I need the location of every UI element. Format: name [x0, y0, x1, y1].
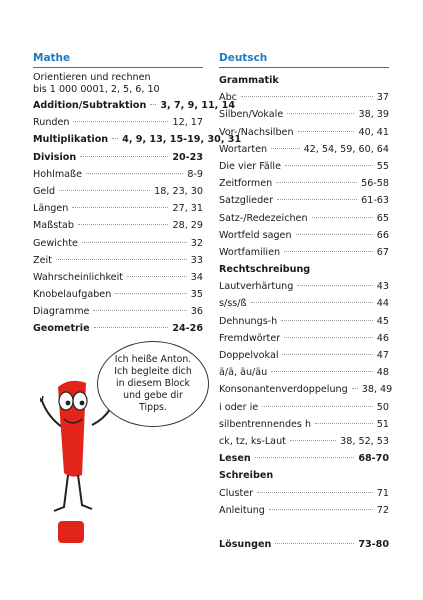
toc-entry-pages: 12, 17: [172, 117, 203, 129]
toc-entry[interactable]: [219, 227, 389, 244]
toc-entry[interactable]: [219, 485, 389, 502]
leader-dots: [284, 337, 373, 338]
toc-entry-pages: 44: [376, 298, 389, 310]
toc-entry-pages: 72: [376, 504, 389, 516]
toc-entry[interactable]: [219, 244, 389, 261]
toc-entry-label: Fremdwörter: [219, 332, 281, 344]
leader-dots: [298, 131, 355, 132]
leader-dots: [312, 217, 373, 218]
grammatik-entry-list: [219, 89, 389, 261]
speech-bubble-text: Ich heiße Anton. Ich begleite dich in diesem Block und gebe dir Tipps.: [114, 354, 192, 413]
toc-entry[interactable]: [219, 278, 389, 295]
leader-dots: [72, 207, 168, 208]
toc-entry[interactable]: [219, 433, 389, 450]
toc-entry[interactable]: [219, 502, 389, 519]
toc-entry-pages: 34: [190, 271, 203, 283]
toc-entry-pages: 47: [376, 350, 389, 361]
toc-entry-orientieren[interactable]: [33, 72, 203, 96]
toc-entry-pages: 42, 54, 59, 60, 64: [303, 143, 389, 155]
toc-entry-label: Lösungen: [219, 539, 272, 551]
toc-entry[interactable]: [219, 313, 389, 330]
toc-entry-label: Runden: [33, 117, 70, 129]
toc-entry-pages: 38, 52, 53: [340, 435, 389, 447]
toc-entry-pages: 67: [376, 246, 389, 258]
toc-entry[interactable]: [33, 166, 203, 183]
toc-entry-pages: 46: [376, 332, 389, 344]
leader-dots: [287, 113, 354, 114]
toc-entry-label: Konsonantenverdoppelung: [219, 384, 348, 396]
toc-entry-label: s/ss/ß: [219, 298, 247, 310]
leader-dots: [271, 148, 299, 149]
toc-entry-pages: 20-23: [172, 151, 203, 163]
toc-entry[interactable]: [219, 399, 389, 416]
toc-entry-label: Multiplikation: [33, 134, 109, 146]
toc-entry-label: Lautverhärtung: [219, 281, 294, 293]
toc-entry[interactable]: [219, 192, 389, 209]
toc-entry[interactable]: [219, 158, 389, 175]
toc-entry[interactable]: [33, 286, 203, 303]
leader-dots: [281, 320, 373, 321]
toc-entry-label: Lesen: [219, 453, 251, 465]
toc-entry-label: Doppelvokal: [219, 350, 279, 361]
toc-entry-pages: 45: [376, 315, 389, 327]
toc-entry-pages: 56-58: [361, 178, 389, 190]
leader-dots: [127, 276, 187, 277]
toc-entry-label: Abc: [219, 92, 237, 104]
section-heading-rechtschreibung: Rechtschreibung: [219, 264, 311, 276]
leader-dots: [251, 302, 373, 303]
toc-entry[interactable]: [219, 381, 393, 398]
toc-entry-pages: 33: [190, 254, 203, 266]
leader-dots: [93, 310, 186, 311]
toc-entry[interactable]: [219, 175, 389, 192]
toc-entry[interactable]: [219, 364, 389, 381]
leader-dots: [80, 156, 168, 157]
toc-entry-label: Maßstab: [33, 220, 74, 232]
toc-entry-pages: 8-9: [187, 168, 203, 180]
toc-entry[interactable]: [33, 217, 203, 234]
toc-entry[interactable]: [33, 235, 203, 252]
toc-entry-pages: 36: [190, 306, 203, 318]
toc-entry-label: ä/ä, äu/äu: [219, 367, 268, 379]
toc-entry-pages: 55: [376, 160, 389, 172]
leader-dots: [115, 293, 187, 294]
toc-entry-pages: 38, 49: [361, 384, 393, 396]
toc-entry[interactable]: [33, 269, 203, 286]
section-heading-grammatik: Grammatik: [219, 75, 279, 86]
leader-dots: [257, 492, 373, 493]
section-heading-schreiben: Schreiben: [219, 470, 274, 482]
toc-entry[interactable]: [219, 347, 389, 364]
toc-entry-pages: 51: [376, 418, 389, 430]
leader-dots: [271, 371, 373, 372]
leader-dots: [59, 190, 150, 191]
toc-entry-label: Hohlmaße: [33, 168, 82, 180]
toc-entry-label-line2: bis 1 000 000: [33, 84, 99, 95]
toc-entry-pages: 35: [190, 289, 203, 301]
toc-entry[interactable]: [219, 124, 389, 141]
toc-entry-pages: 48: [376, 367, 389, 379]
leader-dots: [352, 388, 358, 389]
toc-entry-label: Diagramme: [33, 306, 90, 318]
toc-entry-pages: 61-63: [361, 195, 389, 207]
toc-entry-pages: 18, 23, 30: [154, 185, 203, 197]
toc-entry[interactable]: [33, 320, 203, 337]
toc-entry-pages: 66: [376, 229, 389, 241]
toc-entry-label: Vor-/Nachsilben: [219, 126, 294, 138]
leader-dots: [269, 509, 373, 510]
toc-entry-pages: 4, 9, 13, 15-19, 30, 31: [122, 134, 242, 146]
toc-entry[interactable]: [219, 330, 389, 347]
toc-entry-label-line1: Orientieren und rechnen: [33, 72, 151, 83]
toc-entry-label: Dehnungs-h: [219, 315, 278, 327]
toc-entry[interactable]: [219, 106, 389, 123]
toc-entry-pages: 73-80: [358, 539, 389, 551]
toc-entry-lesen[interactable]: [219, 450, 389, 467]
toc-entry-loesungen[interactable]: [219, 536, 389, 553]
toc-entry[interactable]: [219, 141, 389, 158]
toc-entry[interactable]: [33, 200, 203, 217]
mathe-title: Mathe: [33, 52, 203, 68]
toc-entry-label: Zeit: [33, 254, 52, 266]
toc-entry-pages: 3, 7, 9, 11, 14: [160, 100, 235, 111]
toc-entry[interactable]: [219, 295, 389, 312]
toc-entry-label: Wortfeld sagen: [219, 229, 292, 241]
leader-dots: [276, 182, 357, 183]
leader-dots: [275, 543, 354, 544]
rechtschreibung-entry-list: [219, 278, 393, 450]
leader-dots: [73, 121, 168, 122]
leader-dots: [56, 259, 187, 260]
toc-entry-label: Anleitung: [219, 504, 265, 516]
toc-entry-pages: 24-26: [172, 323, 203, 335]
toc-entry-label: Wortfamilien: [219, 246, 281, 258]
toc-entry-pages: 28, 29: [172, 220, 203, 232]
toc-entry-pages: 32: [190, 237, 203, 249]
toc-entry-label: Geometrie: [33, 323, 90, 335]
toc-entry-label: Längen: [33, 203, 69, 215]
toc-entry-pages: 50: [376, 401, 389, 413]
leader-dots: [112, 138, 118, 139]
toc-entry[interactable]: [33, 183, 203, 200]
toc-entry-label: Addition/Subtraktion: [33, 100, 147, 111]
toc-entry[interactable]: [33, 114, 203, 131]
toc-entry-pages: 40, 41: [358, 126, 389, 138]
toc-entry[interactable]: [219, 89, 389, 106]
toc-entry-label: Gewichte: [33, 237, 78, 249]
toc-entry-label: Zeitformen: [219, 178, 273, 190]
toc-entry[interactable]: [219, 416, 389, 433]
leader-dots: [82, 242, 187, 243]
toc-entry-label: ck, tz, ks-Laut: [219, 435, 286, 447]
leader-dots: [315, 423, 373, 424]
deutsch-column: [219, 52, 393, 553]
toc-entry-label: Satz-/Redezeichen: [219, 212, 308, 224]
toc-entry-pages: 71: [376, 487, 389, 499]
leader-dots: [150, 104, 156, 105]
toc-entry-pages: 68-70: [358, 453, 389, 465]
leader-dots: [78, 224, 169, 225]
toc-entry-label: Geld: [33, 185, 56, 197]
leader-dots: [284, 251, 373, 252]
toc-entry[interactable]: [33, 131, 242, 148]
leader-dots: [86, 173, 183, 174]
toc-entry-label: Die vier Fälle: [219, 160, 281, 172]
toc-entry-label: silbentrennendes h: [219, 418, 312, 430]
toc-entry-pages: 65: [376, 212, 389, 224]
toc-entry-label: Satzglieder: [219, 195, 274, 207]
schreiben-entry-list: [219, 485, 389, 519]
leader-dots: [296, 234, 373, 235]
leader-dots: [241, 96, 373, 97]
toc-entry-label: Wortarten: [219, 143, 268, 155]
toc-entry[interactable]: [33, 252, 203, 269]
speech-bubble: [97, 341, 209, 427]
leader-dots: [262, 406, 373, 407]
toc-entry-label: i oder ie: [219, 401, 259, 413]
toc-entry-pages: 37: [376, 92, 389, 104]
leader-dots: [282, 354, 372, 355]
toc-entry-pages: 27, 31: [172, 203, 203, 215]
toc-entry-pages: 43: [376, 281, 389, 293]
leader-dots: [94, 327, 169, 328]
toc-entry-label: Knobelaufgaben: [33, 289, 112, 301]
toc-entry-label: Division: [33, 151, 77, 163]
leader-dots: [255, 457, 355, 458]
toc-entry[interactable]: [33, 303, 203, 320]
leader-dots: [285, 165, 373, 166]
toc-entry-pages: 38, 39: [358, 109, 389, 121]
spacer: [219, 519, 389, 536]
toc-entry[interactable]: [219, 210, 389, 227]
toc-entry[interactable]: [33, 149, 203, 166]
leader-dots: [290, 440, 336, 441]
toc-entry-label: Wahrscheinlichkeit: [33, 271, 124, 283]
leader-dots: [277, 199, 357, 200]
toc-entry-label: Cluster: [219, 487, 254, 499]
toc-entry-label: Silben/Vokale: [219, 109, 284, 121]
toc-entry-pages: 1, 2, 5, 6, 10: [98, 84, 160, 95]
deutsch-title: Deutsch: [219, 52, 389, 68]
leader-dots: [297, 285, 372, 286]
